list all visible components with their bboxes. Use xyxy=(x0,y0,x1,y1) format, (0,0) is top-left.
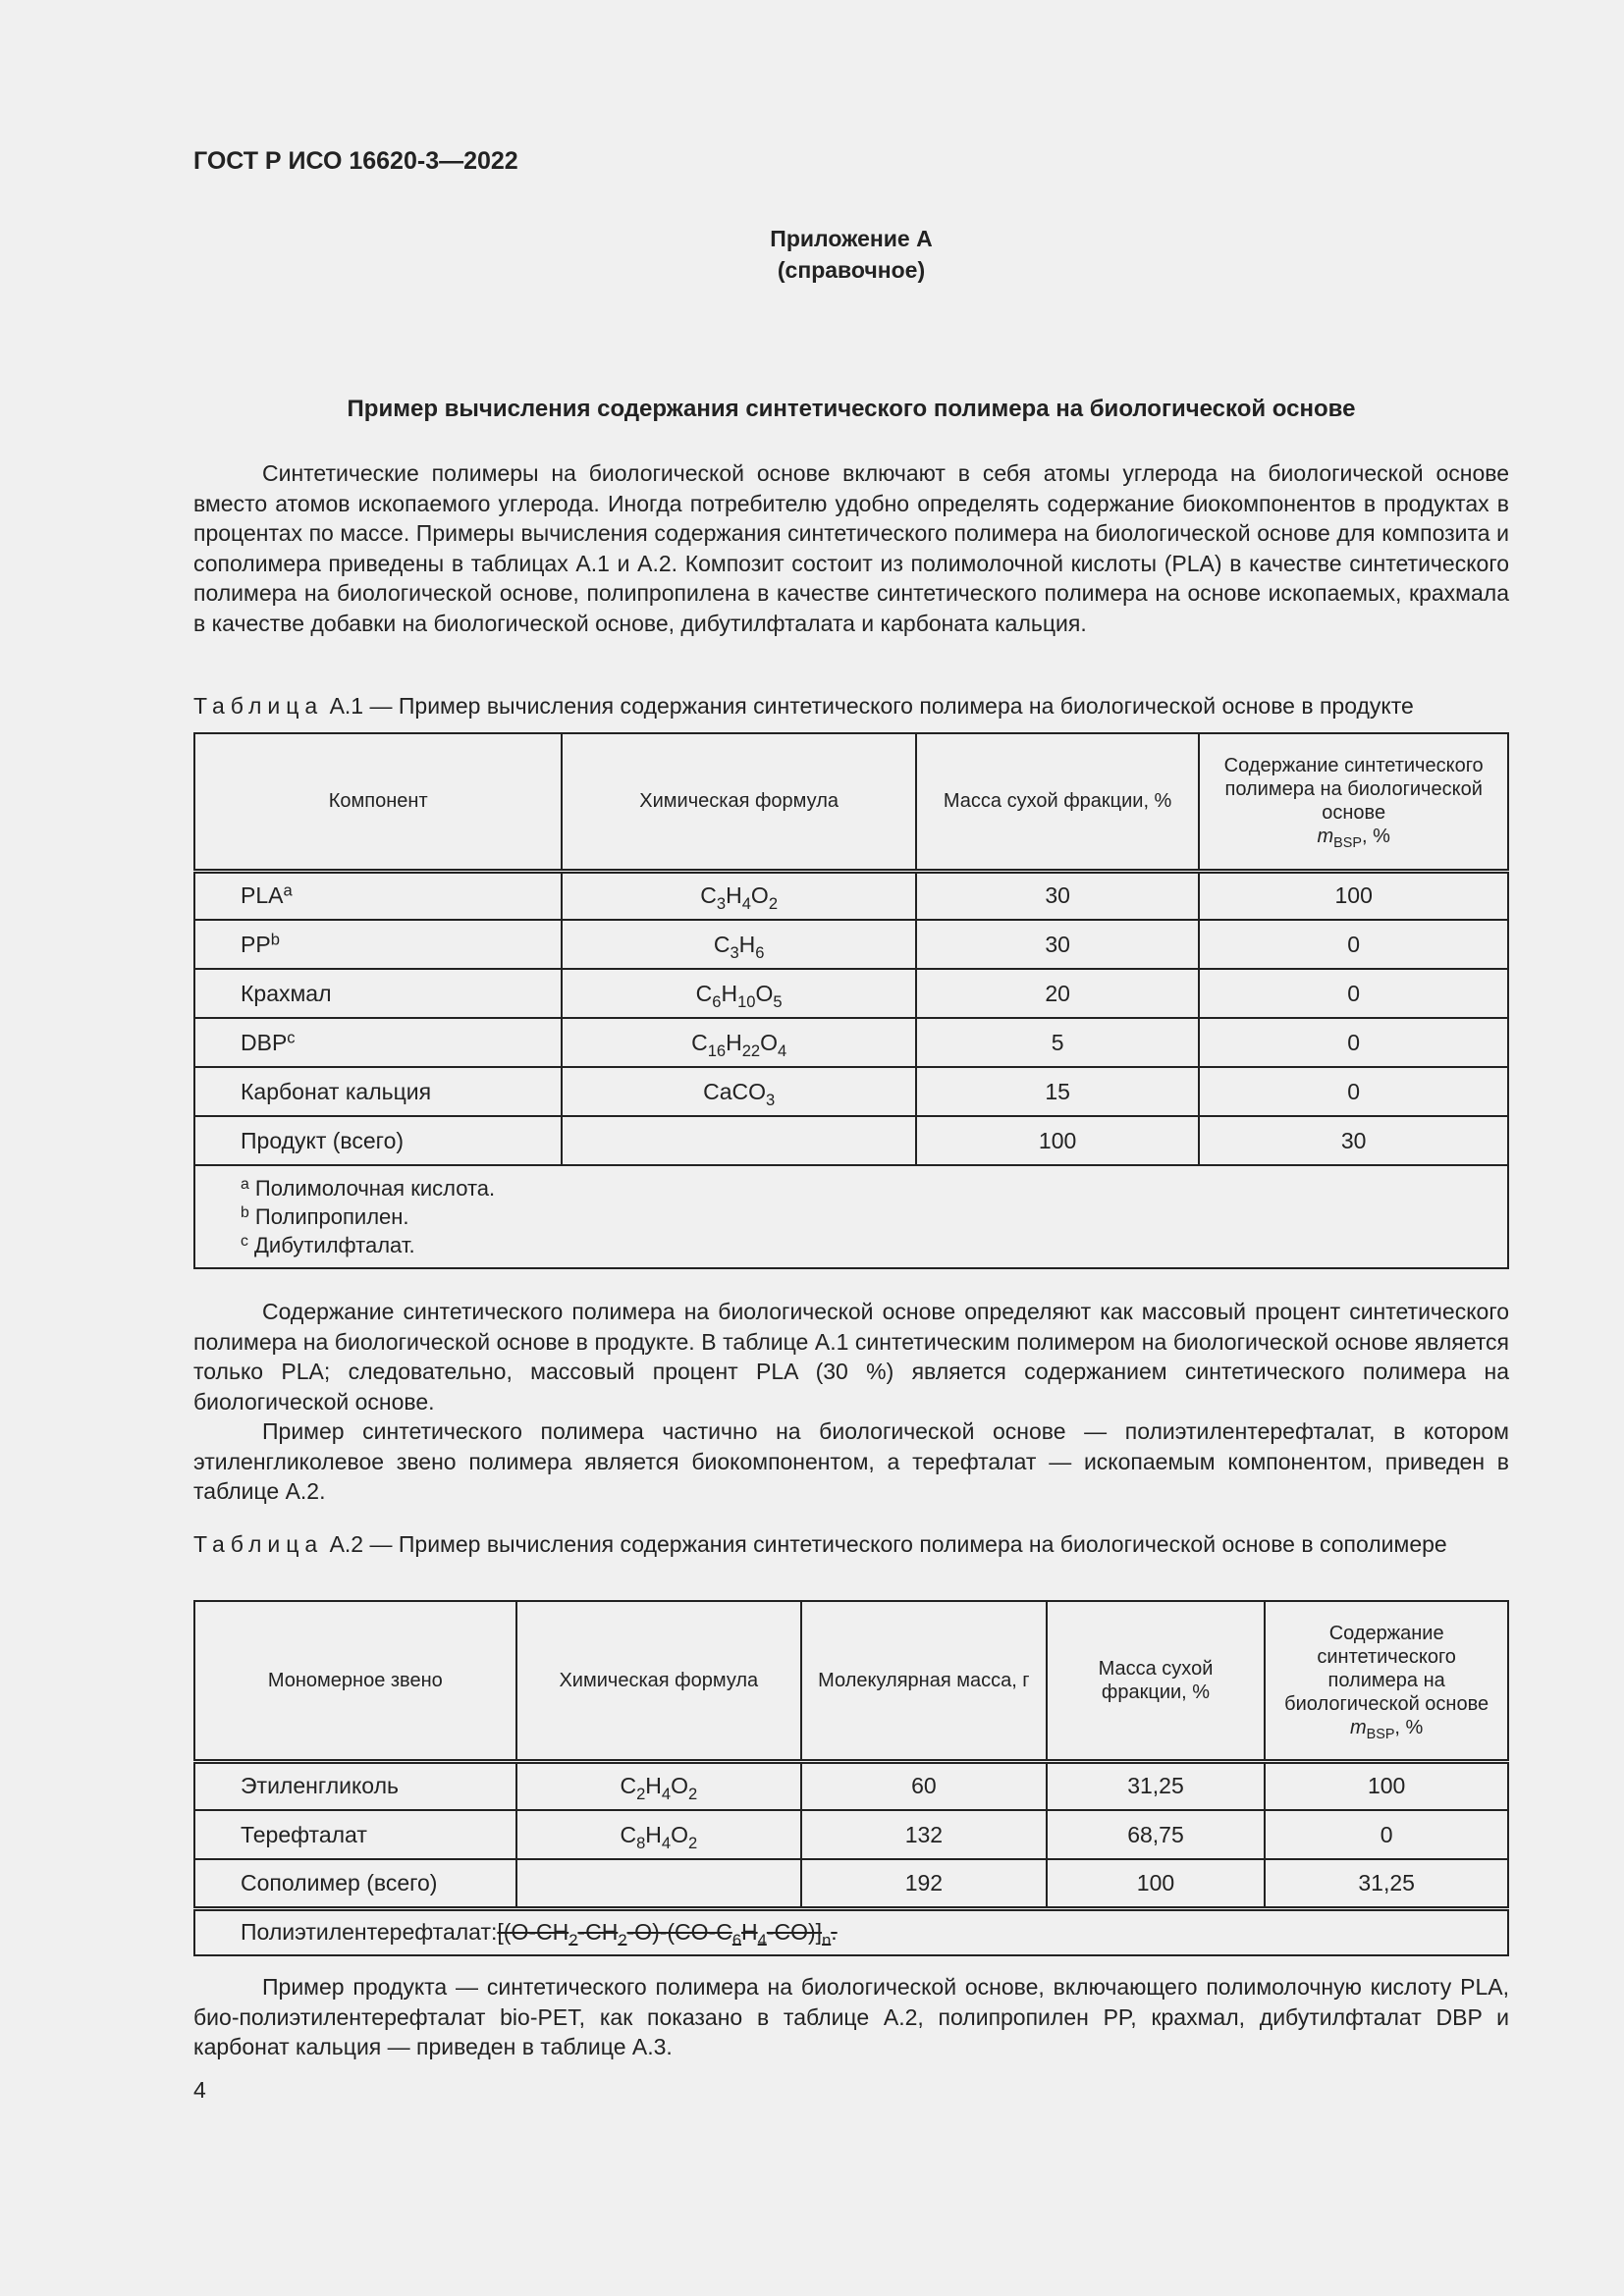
chemical-formula: $C_3H_4O_2$ xyxy=(700,882,779,914)
table2-cell-molar: 192 xyxy=(801,1859,1047,1908)
section-title: Пример вычисления содержания синтетического полимера на биологической основе xyxy=(347,396,1356,422)
formula-subscript: 6 xyxy=(755,942,765,962)
formula-subscript: 3 xyxy=(765,1090,776,1109)
footnote-mark: a xyxy=(283,881,293,900)
formula-subscript: 4 xyxy=(778,1041,787,1060)
table1-row xyxy=(194,1116,1508,1165)
table2-cell-unit: Этиленгликоль xyxy=(194,1761,516,1810)
table2-cell-molar: 132 xyxy=(801,1810,1047,1859)
table1-cell-formula xyxy=(562,1018,915,1067)
formula-subscript: 22 xyxy=(741,1041,761,1060)
formula-subscript: 16 xyxy=(707,1041,727,1060)
table1-cell-content: 30 xyxy=(1199,1116,1508,1165)
formula-subscript: 3 xyxy=(730,942,739,962)
page-number: 4 xyxy=(193,2077,206,2103)
footnote-mark: c xyxy=(287,1028,296,1047)
table2-header-formula: Химическая формула xyxy=(516,1601,801,1761)
table2-cell-formula xyxy=(516,1859,801,1908)
formula-subscript: 4 xyxy=(661,1833,672,1852)
table-a1 xyxy=(193,732,1509,1269)
table1-note xyxy=(241,1231,1493,1259)
table2-cell-formula xyxy=(516,1761,801,1810)
table1-row xyxy=(194,920,1508,969)
intro-paragraph xyxy=(193,458,1509,638)
component-name: DBP xyxy=(241,1029,288,1055)
footnote-mark: b xyxy=(241,1203,249,1221)
table1-cell-formula xyxy=(562,1116,915,1165)
footnote-mark: c xyxy=(241,1232,248,1250)
table2-header-symbol-sub: BSP xyxy=(1366,1726,1395,1742)
table1-cell-mass: 30 xyxy=(916,871,1200,920)
table2-caption xyxy=(193,1529,1509,1559)
table1-cell-mass: 30 xyxy=(916,920,1200,969)
table1-cell-mass: 100 xyxy=(916,1116,1200,1165)
component-name: Крахмал xyxy=(241,980,332,1006)
table1-cell-content: 100 xyxy=(1199,871,1508,920)
table1-cell-component xyxy=(194,969,562,1018)
table1-cell-formula xyxy=(562,920,915,969)
table2-header-content xyxy=(1265,1601,1508,1761)
table1-cell-component xyxy=(194,1067,562,1116)
chemical-formula: CaCO$_3$ xyxy=(703,1078,776,1109)
component-name: PP xyxy=(241,931,271,957)
formula-subscript: 3 xyxy=(716,894,727,914)
table2-cell-content: 100 xyxy=(1265,1761,1508,1810)
table1-header-formula: Химическая формула xyxy=(562,733,915,871)
table2-caption-label: Таблица xyxy=(193,1531,324,1557)
table2-header-molar: Молекулярная масса, г xyxy=(801,1601,1047,1761)
table1-note xyxy=(241,1202,1493,1231)
table1-row xyxy=(194,1067,1508,1116)
chemical-formula: $C_3H_6$ xyxy=(713,931,765,962)
component-name: Продукт (всего) xyxy=(241,1127,405,1153)
table2-row xyxy=(194,1761,1508,1810)
table1-header-mass: Масса сухой фракции, % xyxy=(916,733,1200,871)
table1-cell-content: 0 xyxy=(1199,920,1508,969)
intro-text: Синтетические полимеры на биологической основе включают в себя атомы углерода на биологической основе вместо атомов ископаемого углерода. Иногда потребителю удобно определять содержание биокомпонентов в продуктах в процентах по массе. Примеры вычисления содержания синтетического полимера на биологической основе для композита и сополимера приведены в таблицах А.1 и А.2. Композит состоит из полимолочной кислоты (PLA) в качестве синтетического полимера на биологической основе, полипропилена в качестве синтетического полимера на основе ископаемых, крахмала в качестве добавки на биологической основе, дибутилфталата и карбоната кальция. xyxy=(193,460,1509,636)
middle-paragraphs xyxy=(193,1297,1509,1507)
footnote-mark: b xyxy=(270,930,280,949)
table2-footer-formula xyxy=(497,1919,838,1950)
table1-header-symbol: m xyxy=(1317,826,1334,848)
formula-subscript: 6 xyxy=(712,991,722,1011)
table2-cell-mass: 31,25 xyxy=(1047,1761,1266,1810)
table2-header-mass: Масса сухой фракции, % xyxy=(1047,1601,1266,1761)
formula-subscript: 8 xyxy=(636,1833,646,1852)
formula-subscript: 2 xyxy=(688,1785,698,1804)
table2-row xyxy=(194,1859,1508,1908)
formula-subscript: 5 xyxy=(773,991,783,1011)
chemical-formula: $C_6H_{10}O_5$ xyxy=(695,980,783,1011)
pet-formula: $[(O-CH_2-CH_2-O)-(CO-C_6H_4-CO)]_n$. xyxy=(497,1919,838,1950)
table2-footer-label: Полиэтилентерефталат: xyxy=(241,1919,498,1946)
table1-header-component: Компонент xyxy=(194,733,562,871)
table2-row xyxy=(194,1810,1508,1859)
footnote-text: Полипропилен. xyxy=(248,1204,409,1229)
formula-subscript: 4 xyxy=(661,1785,672,1804)
closing-paragraph xyxy=(193,1972,1509,2062)
formula-subscript: 2 xyxy=(568,1931,578,1950)
formula-subscript: 4 xyxy=(741,894,751,914)
table1-header-content-text: Содержание синтетического полимера на биологической основе xyxy=(1223,755,1484,825)
component-name: PLA xyxy=(241,882,284,909)
table1-cell-content: 0 xyxy=(1199,1018,1508,1067)
table1-header-row xyxy=(194,733,1508,871)
table2-cell-unit: Сополимер (всего) xyxy=(194,1859,516,1908)
table2-cell-unit: Терефталат xyxy=(194,1810,516,1859)
table2-footer xyxy=(194,1908,1508,1955)
table2-cell-molar: 60 xyxy=(801,1761,1047,1810)
table1-cell-formula xyxy=(562,969,915,1018)
table1-header-symbol-sub: BSP xyxy=(1333,835,1362,852)
formula-subscript: 2 xyxy=(618,1931,627,1950)
table2-header-symbol: m xyxy=(1349,1716,1367,1738)
table1-cell-mass: 5 xyxy=(916,1018,1200,1067)
table2-cell-mass: 68,75 xyxy=(1047,1810,1266,1859)
appendix-title: Приложение А xyxy=(770,226,933,251)
table2-header-content-text: Содержание синтетического полимера на биологической основе xyxy=(1284,1622,1489,1715)
table1-body xyxy=(194,871,1508,1165)
table1-caption-text: А.1 — Пример вычисления содержания синтетического полимера на биологической основе в продукте xyxy=(329,693,1414,719)
table1-cell-component xyxy=(194,1018,562,1067)
formula-subscript: 10 xyxy=(737,991,756,1011)
formula-subscript: 2 xyxy=(636,1785,646,1804)
table1-row xyxy=(194,1018,1508,1067)
appendix-subtitle: (справочное) xyxy=(777,257,926,283)
formula-subscript: 4 xyxy=(757,1931,767,1950)
document-id: ГОСТ Р ИСО 16620-3—2022 xyxy=(193,147,518,175)
formula-subscript: n xyxy=(822,1931,832,1950)
table2-header-unit: , % xyxy=(1394,1716,1424,1738)
table2-cell-content: 0 xyxy=(1265,1810,1508,1859)
table1-cell-mass: 20 xyxy=(916,969,1200,1018)
table1-header-content xyxy=(1199,733,1508,871)
footnote-text: Дибутилфталат. xyxy=(247,1233,415,1257)
formula-subscript: 6 xyxy=(731,1931,742,1950)
table1-cell-component xyxy=(194,871,562,920)
chemical-formula: $C_2H_4O_2$ xyxy=(620,1773,698,1804)
table2-body xyxy=(194,1761,1508,1908)
table2-header-unit: Мономерное звено xyxy=(194,1601,516,1761)
middle-paragraph-1: Содержание синтетического полимера на биологической основе определяют как массовый процент синтетического полимера на биологической основе в продукте. В таблице А.1 синтетическим полимером на биологической основе является только PLA; следовательно, массовый процент PLA (30 %) является содержанием синтетического полимера на биологической основе. xyxy=(193,1299,1509,1415)
table1-caption xyxy=(193,691,1509,721)
table2-caption-text: А.2 — Пример вычисления содержания синтетического полимера на биологической основе в сополимере xyxy=(329,1531,1447,1557)
table1-cell-formula xyxy=(562,1067,915,1116)
table1-notes-row xyxy=(194,1165,1508,1268)
table1-cell-formula xyxy=(562,871,915,920)
table2-cell-mass: 100 xyxy=(1047,1859,1266,1908)
component-name: Карбонат кальция xyxy=(241,1078,432,1104)
formula-subscript: 2 xyxy=(768,894,779,914)
table2-cell-formula xyxy=(516,1810,801,1859)
table1-caption-label: Таблица xyxy=(193,693,324,719)
table2-cell-content: 31,25 xyxy=(1265,1859,1508,1908)
chemical-formula: $C_{16}H_{22}O_4$ xyxy=(691,1029,787,1060)
table1-header-unit: , % xyxy=(1361,826,1390,848)
table1-row xyxy=(194,871,1508,920)
table1-cell-content: 0 xyxy=(1199,969,1508,1018)
middle-paragraph-2: Пример синтетического полимера частично на биологической основе — полиэтилентерефталат, в котором этиленгликолевое звено полимера является биокомпонентом, а терефталат — ископаемым компонентом, приведен в таблице А.2. xyxy=(193,1418,1509,1504)
closing-text: Пример продукта — синтетического полимера на биологической основе, включающего полимолочную кислоту PLA, био-полиэтилентерефталат bio-PET, как показано в таблице А.2, полипропилен PP, крахмал, дибутилфталат DBP и карбонат кальция — приведен в таблице А.3. xyxy=(193,1974,1509,2059)
chemical-formula: $C_8H_4O_2$ xyxy=(620,1821,698,1852)
table1-notes xyxy=(194,1165,1508,1268)
table1-row xyxy=(194,969,1508,1018)
table2-footer-row xyxy=(194,1908,1508,1955)
table1-cell-content: 0 xyxy=(1199,1067,1508,1116)
footnote-mark: a xyxy=(241,1175,249,1193)
footnote-text: Полимолочная кислота. xyxy=(248,1176,496,1201)
formula-subscript: 2 xyxy=(688,1833,698,1852)
table2-header-row xyxy=(194,1601,1508,1761)
table1-cell-component xyxy=(194,920,562,969)
table1-note xyxy=(241,1174,1493,1202)
table1-cell-mass: 15 xyxy=(916,1067,1200,1116)
table1-cell-component xyxy=(194,1116,562,1165)
table-a2 xyxy=(193,1600,1509,1956)
